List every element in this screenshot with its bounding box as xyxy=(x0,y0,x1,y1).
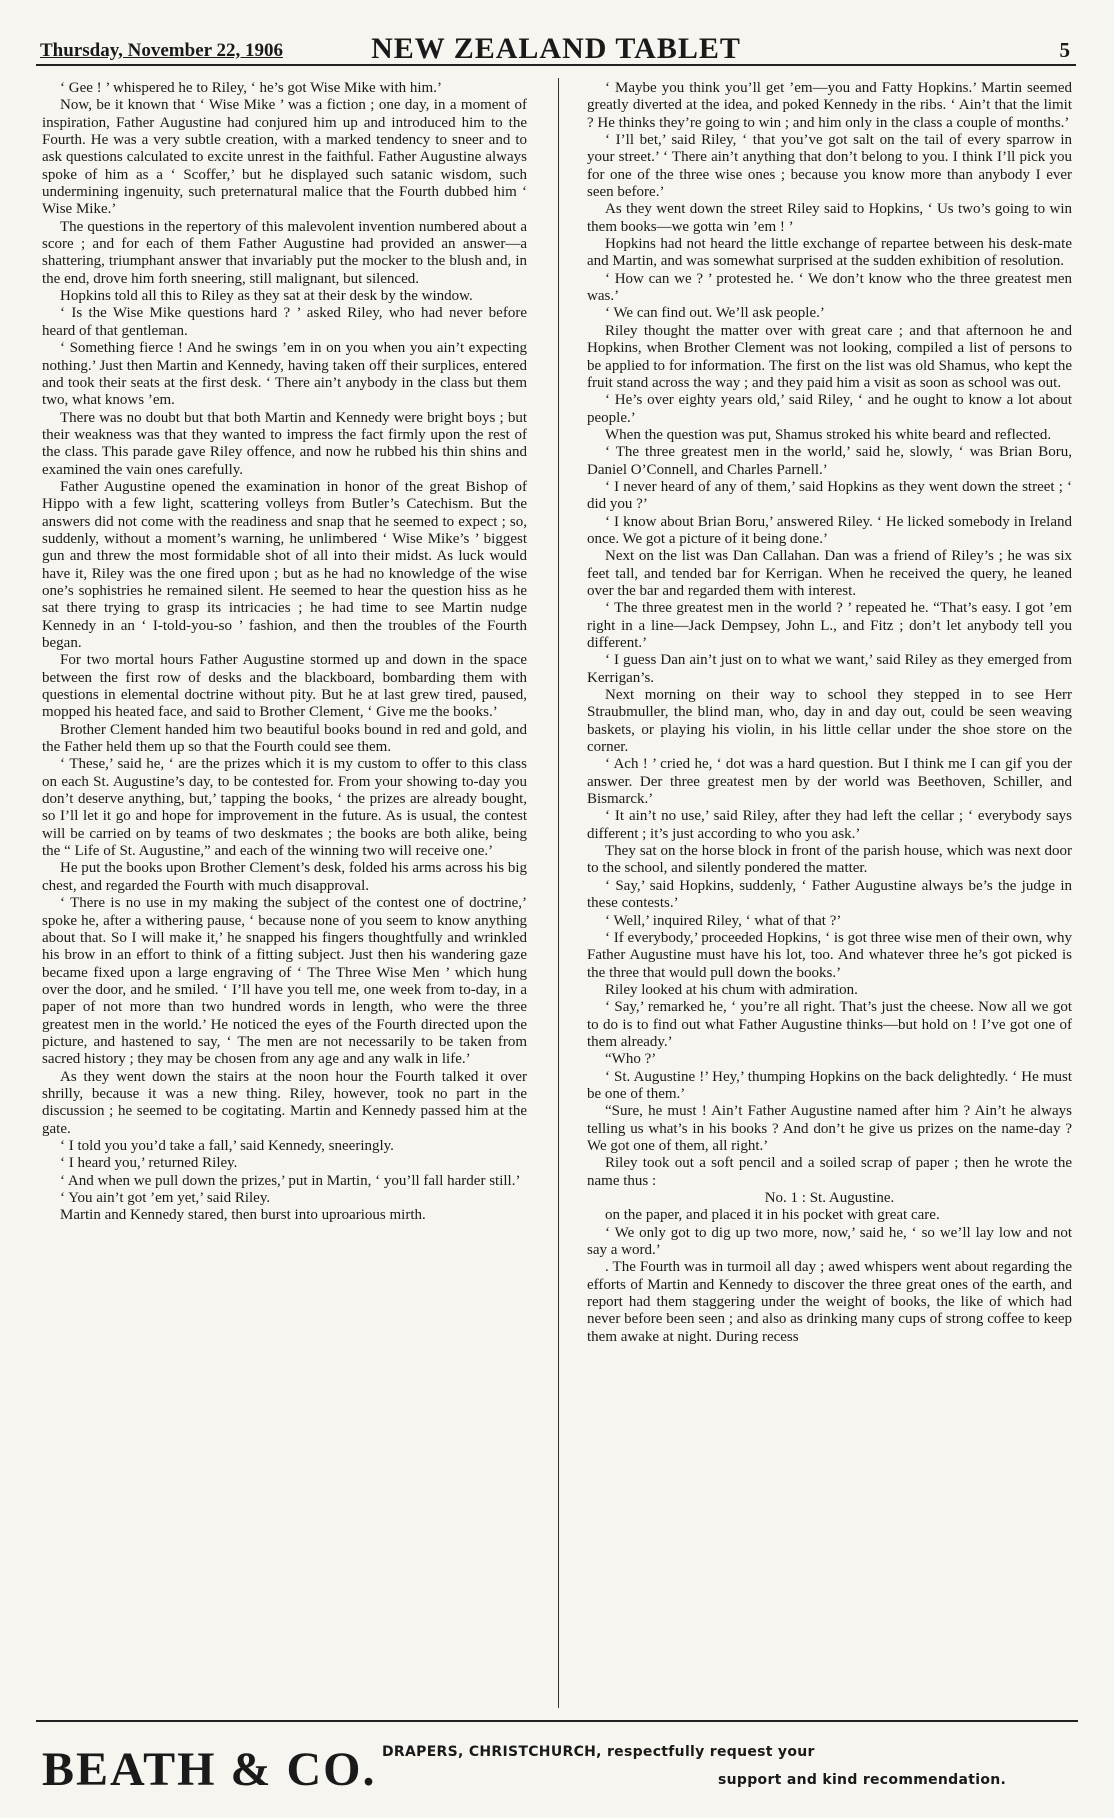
article-paragraph: They sat on the horse block in front of the parish house, which was next door to the school, and silently pondered the matter. xyxy=(587,843,1072,877)
article-paragraph: ‘ The three greatest men in the world,’ said he, slowly, ‘ was Brian Boru, Daniel O’Connell, and Charles Parnell.’ xyxy=(587,444,1072,478)
article-paragraph: As they went down the street Riley said to Hopkins, ‘ Us two’s going to win them books—we gotta win ’em ! ’ xyxy=(587,201,1072,235)
article-paragraph: . The Fourth was in turmoil all day ; awed whispers went about regarding the efforts of Martin and Kennedy to discover the three great ones of the earth, and report had them staggering under the weight of books, the like of which had never before been seen ; and also as drinking many cups of strong coffee to keep them awake at night. During recess xyxy=(587,1259,1072,1345)
page-number: 5 xyxy=(1059,38,1070,62)
article-paragraph: ‘ I heard you,’ returned Riley. xyxy=(60,1155,238,1172)
article-paragraph: ‘ We can find out. We’ll ask people.’ xyxy=(605,305,825,322)
article-paragraph: ‘ Is the Wise Mike questions hard ? ’ asked Riley, who had never before heard of that gentleman. xyxy=(42,305,527,339)
article-paragraph: ‘ You ain’t got ’em yet,’ said Riley. xyxy=(60,1190,271,1206)
article-paragraph: Riley took out a soft pencil and a soiled scrap of paper ; then he wrote the name thus : xyxy=(587,1155,1072,1189)
article-paragraph: “Sure, he must ! Ain’t Father Augustine named after him ? Ain’t he always telling us what’s in his books ? And don’t he give us prizes on the name-day ? We got one of them, all right.’ xyxy=(587,1103,1072,1154)
article-paragraph: When the question was put, Shamus stroked his white beard and reflected. xyxy=(605,426,1052,443)
ad-text-line-2: support and kind recommendation. xyxy=(718,1772,1007,1788)
ad-brand: BEATH & CO. xyxy=(42,1743,377,1796)
footer-rule xyxy=(36,1720,1078,1722)
article-paragraph: Next morning on their way to school they stepped in to see Herr Straubmuller, the blind man, who, day in and day out, could be seen weaving baskets, or playing his violin, in his little cellar under the shoe store on the corner. xyxy=(587,687,1072,756)
article-paragraph: ‘ Say,’ remarked he, ‘ you’re all right. That’s just the cheese. Now all we got to do is to find out what Father Augustine thinks—but hold on ! I’ve got one of them already.’ xyxy=(587,999,1072,1050)
article-paragraph: ‘ I told you you’d take a fall,’ said Kennedy, sneeringly. xyxy=(60,1137,394,1154)
article-paragraph: ‘ Ach ! ’ cried he, ‘ dot was a hard question. But I think me I can gif you der answer. Der three greatest men by der world was Beethoven, Schiller, and Bismarck.’ xyxy=(587,756,1072,808)
article-paragraph: ‘ St. Augustine !’ Hey,’ thumping Hopkins on the back delightedly. ‘ He must be one of them.’ xyxy=(587,1068,1072,1102)
article-paragraph: Martin and Kennedy stared, then burst into uproarious mirth. xyxy=(60,1207,426,1224)
article-paragraph: ‘ How can we ? ’ protested he. ‘ We don’t know who the three greatest men was.’ xyxy=(587,270,1072,305)
article-paragraph: There was no doubt but that both Martin and Kennedy were bright boys ; but their weakness was that they wanted to impress the fact firmly upon the rest of the class. This parade gave Riley offence, and now he rubbed his thin shins and examined the vain ones carefully. xyxy=(42,409,527,478)
left-column xyxy=(42,80,527,1710)
article-paragraph: He put the books upon Brother Clement’s desk, folded his arms across his big chest, and regarded the Fourth with much disapproval. xyxy=(42,860,527,894)
article-paragraph: ‘ If everybody,’ proceeded Hopkins, ‘ is got three wise men of their own, why Father Augustine must have his lot, too. And whatever three he’s got picked is the three that would pull down the books.’ xyxy=(587,929,1072,981)
newspaper-title: NEW ZEALAND TABLET xyxy=(371,32,741,65)
article-paragraph: For two mortal hours Father Augustine stormed up and down in the space between the first row of desks and the blackboard, bombarding them with questions in elemental doctrine without pity. But he at last grew tired, paused, mopped his heated face, and said to Brother Clement, ‘ Give me the books.’ xyxy=(42,652,527,721)
article-paragraph: ‘ Maybe you think you’ll get ’em—you and Fatty Hopkins.’ Martin seemed greatly diverted at the idea, and poked Kennedy in the ribs. ‘ Ain’t that the limit ? He thinks they’re going to win ; and him only in the class a couple of months.’ xyxy=(587,80,1072,131)
article-paragraph: ‘ Something fierce ! And he swings ’em in on you when you ain’t expecting nothing.’ Just then Martin and Kennedy, having taken off their surplices, entered and took their seats at the first desk. ‘ There ain’t anybody in the class but them two, what knows ’em. xyxy=(42,340,527,409)
article-paragraph: ‘ He’s over eighty years old,’ said Riley, ‘ and he ought to know a lot about people.’ xyxy=(587,392,1072,426)
article-paragraph: As they went down the stairs at the noon hour the Fourth talked it over shrilly, because it was a new thing. Riley, however, took no part in the discussion ; he seemed to be cogitating. Martin and Kennedy passed him at the gate. xyxy=(42,1068,527,1137)
article-paragraph: Riley thought the matter over with great care ; and that afternoon he and Hopkins, when Brother Clement was not looking, compiled a list of persons to be applied to for information. The first on the list was old Shamus, who kept the fruit stand across the way ; and they paid him a visit as soon as school was out. xyxy=(587,322,1072,391)
article-paragraph: ‘ The three greatest men in the world ? ’ repeated he. “That’s easy. I got ’em right in a line—Jack Dempsey, John L., and Fitz ; don’t let anybody tell you different.’ xyxy=(587,600,1072,651)
article-paragraph: ‘ And when we pull down the prizes,’ put in Martin, ‘ you’ll fall harder still.’ xyxy=(60,1172,521,1189)
article-paragraph: ‘ I’ll bet,’ said Riley, ‘ that you’ve got salt on the tail of every sparrow in your street.’ ‘ There ain’t anything that don’t belong to you. I think I’ll pick you for one of the three wise ones ; because you know more than anybody I ever seen before.’ xyxy=(587,132,1072,201)
issue-date: Thursday, November 22, 1906 xyxy=(40,40,283,61)
article-paragraph: ‘ I never heard of any of them,’ said Hopkins as they went down the street ; ‘ did you ?’ xyxy=(587,478,1072,513)
article-paragraph: ‘ There is no use in my making the subject of the contest one of doctrine,’ spoke he, after a withering pause, ‘ because none of you seem to know anything about that. So I will make it,’ he snapped his fingers thoughtfully and wrinkled his brow in an effort to think of a fitting subject. Just then his wandering gaze became fixed upon a large engraving of ‘ The Three Wise Men ’ which hung over the door, and he smiled. ‘ I’ll have you tell me, one week from to-day, in a paper of not more than two hundred words in length, who were the three greatest men in the world.’ He noticed the eyes of the Fourth directed upon the picture, and hastened to say, ‘ The men are not necessarily to be taken from sacred history ; they may be chosen from any age and any walk in life.’ xyxy=(42,895,527,1068)
article-paragraph: ‘ Well,’ inquired Riley, ‘ what of that ?’ xyxy=(605,912,842,929)
right-column xyxy=(587,80,1072,1710)
article-paragraph: ‘ I know about Brian Boru,’ answered Riley. ‘ He licked somebody in Ireland once. We got a picture of it being done.’ xyxy=(587,513,1072,547)
article-paragraph: on the paper, and placed it in his pocket with great care. xyxy=(605,1207,940,1224)
article-paragraph: Brother Clement handed him two beautiful books bound in red and gold, and the Father held them up so that the Fourth could see them. xyxy=(42,721,527,756)
article-paragraph: ‘ I guess Dan ain’t just on to what we want,’ said Riley as they emerged from Kerrigan’s. xyxy=(587,652,1072,686)
article-paragraph: ‘ Say,’ said Hopkins, suddenly, ‘ Father Augustine always be’s the judge in these contests.’ xyxy=(587,877,1072,912)
article-paragraph: “Who ?’ xyxy=(605,1051,657,1068)
article-paragraph: No. 1 : St. Augustine. xyxy=(764,1190,895,1206)
masthead xyxy=(36,30,1076,66)
article-paragraph: ‘ We only got to dig up two more, now,’ said he, ‘ so we’ll lay low and not say a word.’ xyxy=(587,1224,1072,1259)
column-divider xyxy=(558,78,559,1708)
article-paragraph: The questions in the repertory of this malevolent invention numbered about a score ; and for each of them Father Augustine had provided an answer—a shattering, triumphant answer that invariably put the mocker to the blush and, in the end, drove him forth sneering, still malignant, but silenced. xyxy=(42,218,527,287)
article-paragraph: Next on the list was Dan Callahan. Dan was a friend of Riley’s ; he was six feet tall, and tended bar for Kerrigan. When he received the query, he leaned over the bar and regarded them with interest. xyxy=(587,548,1072,599)
article-paragraph: Father Augustine opened the examination in honor of the great Bishop of Hippo with a few light, scattering volleys from Butler’s Catechism. But the answers did not come with the readiness and snap that he seemed to expect ; so, suddenly, without a moment’s warning, he unlimbered ‘ Wise Mike’s ’ biggest gun and threw the most formidable shot of all into their midst. As luck would have it, Riley was the one fired upon ; but as he had no knowledge of the wise one’s sophistries he remained silent. He seemed to hear the question hiss as he sat there trying to grasp its intricacies ; he had time to see Martin nudge Kennedy in an ‘ I-told-you-so ’ fashion, and then the troubles of the Fourth began. xyxy=(42,478,527,651)
article-paragraph: ‘ It ain’t no use,’ said Riley, after they had left the cellar ; ‘ everybody says different ; it’s just according to who you ask.’ xyxy=(587,808,1072,842)
ad-text-line-1: DRAPERS, CHRISTCHURCH, respectfully request your xyxy=(382,1744,815,1760)
article-paragraph: Hopkins told all this to Riley as they sat at their desk by the window. xyxy=(60,288,473,305)
article-paragraph: Now, be it known that ‘ Wise Mike ’ was a fiction ; one day, in a moment of inspiration, Father Augustine had conjured him up and introduced him to the Fourth. He was a very subtle creation, with a marked tendency to sneer and to ask questions calculated to excite unrest in the faithful. Father Augustine always spoke of him as a ‘ Scoffer,’ but he displayed such satanic wisdom, such undermining ingenuity, such preternatural malice that the Fourth dubbed him ‘ Wise Mike.’ xyxy=(42,97,527,218)
article-paragraph: Hopkins had not heard the little exchange of repartee between his desk-mate and Martin, and was somewhat surprised at the sudden exhibition of resolution. xyxy=(587,236,1072,270)
article-paragraph: ‘ Gee ! ’ whispered he to Riley, ‘ he’s got Wise Mike with him.’ xyxy=(60,80,442,96)
article-paragraph: Riley looked at his chum with admiration. xyxy=(605,981,858,998)
article-paragraph: ‘ These,’ said he, ‘ are the prizes which it is my custom to offer to this class on each St. Augustine’s day, to be contested for. From your showing to-day you don’t deserve anything, but,’ tapping the books, ‘ the prizes are already bought, so I’ll let it go and hope for improvement in the future. As is usual, the contest will be carried on by teams of two deskmates ; the books are both alike, being the “ Life of St. Augustine,” and each of the winning two will receive one.’ xyxy=(42,756,527,860)
advertisement xyxy=(36,1732,1078,1802)
